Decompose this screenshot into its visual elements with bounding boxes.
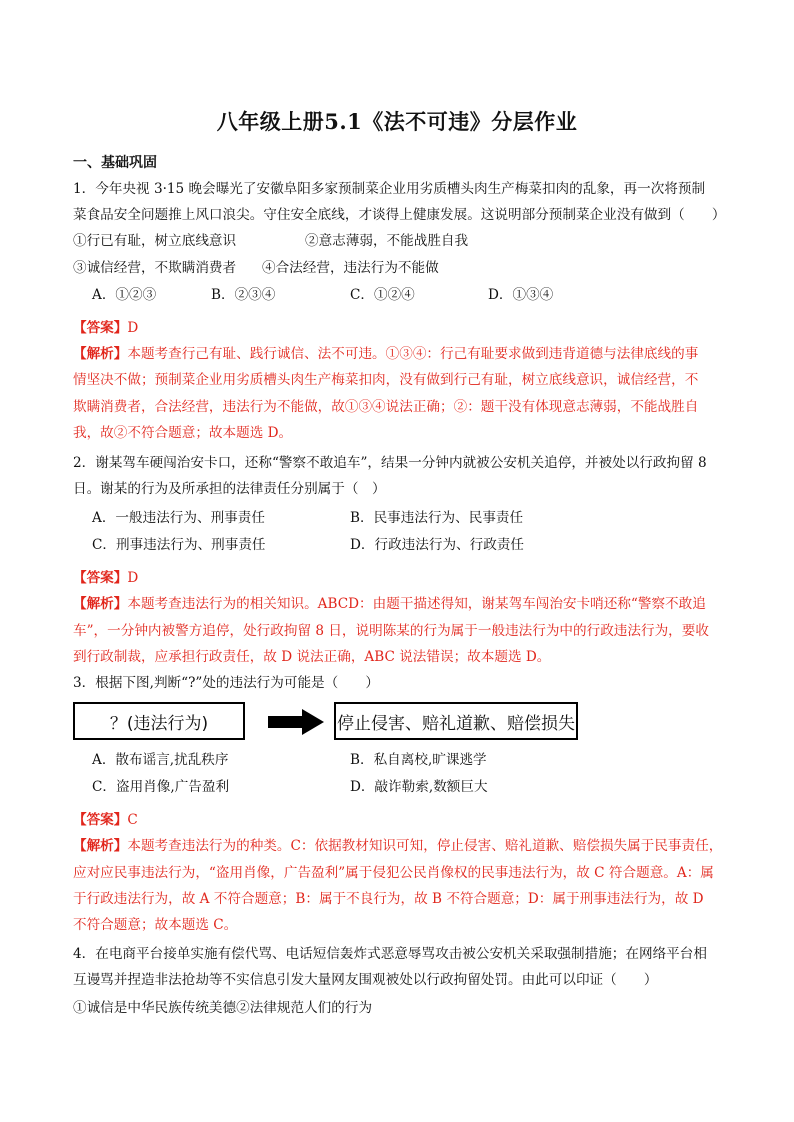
analysis-text: 本题考查违法行为的种类。C：依据教材知识可知，停止侵害、赔礼道歉、赔偿损失属于民事责任，: [127, 838, 723, 854]
q1-analysis-line-2: 情坚决不做；预制菜企业用劣质槽头肉生产梅菜扣肉，没有做到行己有耻，树立底线意识，诚信经营，不: [73, 372, 699, 388]
q3-analysis-line-4: 不符合题意；故本题选 C。: [73, 917, 238, 933]
answer-label: 【答案】: [73, 320, 128, 336]
q1-option-a: A．①②③: [92, 287, 157, 303]
q3-option-b: B．私自离校,旷课逃学: [350, 752, 487, 768]
q1-analysis-line-1: [73, 344, 733, 364]
q3-option-a: A．散布谣言,扰乱秩序: [92, 752, 229, 768]
q2-analysis-line-2: 车”，一分钟内被警方追停，处行政拘留 8 日，说明陈某的行为属于一般违法行为中的行政违法行为，要收: [73, 623, 709, 639]
q4-stem-line-1: 4．在电商平台接单实施有偿代骂、电话短信轰炸式恶意辱骂攻击被公安机关采取强制措施；在网络平台相: [73, 946, 707, 962]
q3-answer: [73, 810, 733, 830]
q3-analysis-line-3: 于行政违法行为，故 A 不符合题意；B：属于不良行为，故 B 不符合题意；D：属于刑事违法行为，故 D: [73, 891, 704, 907]
diagram-box-left: ？(违法行为): [73, 702, 245, 740]
q1-option-c: C．①②④: [350, 287, 415, 303]
answer-value: D: [127, 320, 139, 336]
analysis-text: 本题考查违法行为的相关知识。ABCD：由题干描述得知，谢某驾车闯治安卡哨还称“警察不敢追: [127, 596, 706, 612]
page-title: 八年级上册5.1《法不可违》分层作业: [216, 109, 578, 134]
q3-analysis-line-2: 应对应民事违法行为，“盗用肖像，广告盈利”属于侵犯公民肖像权的民事违法行为，故 C 符合题意。A：属: [73, 865, 714, 881]
section-heading: 一、基础巩固: [73, 155, 157, 171]
q1-statement-1: ①行已有耻，树立底线意识: [73, 233, 237, 249]
answer-value: C: [127, 812, 138, 828]
diagram-box-right: 停止侵害、赔礼道歉、赔偿损失: [334, 702, 578, 740]
q2-option-a: A．一般违法行为、刑事责任: [92, 510, 265, 526]
analysis-text: 本题考查行己有耻、践行诚信、法不可违。①③④：行己有耻要求做到违背道德与法律底线的事: [127, 346, 699, 362]
q3-analysis-line-1: [73, 836, 733, 856]
q2-option-d: D．行政违法行为、行政责任: [350, 537, 525, 553]
q1-option-d: D．①③④: [488, 287, 554, 303]
q1-answer: [73, 318, 733, 338]
q3-stem-line-1: 3．根据下图,判断“?”处的违法行为可能是（ ）: [73, 675, 380, 691]
q2-option-b: B．民事违法行为、民事责任: [350, 510, 524, 526]
q1-statement-3: ③诚信经营，不欺瞒消费者: [73, 260, 237, 276]
answer-label: 【答案】: [73, 570, 128, 586]
q4-stem-line-2: 互谩骂并捏造非法抢劫等不实信息引发大量网友围观被处以行政拘留处罚。由此可以印证（ ）: [73, 972, 658, 988]
q3-option-d: D．敲诈勒索,数额巨大: [350, 779, 488, 795]
right-arrow-icon: [268, 709, 324, 735]
answer-value: D: [127, 570, 139, 586]
q4-statements: ①诚信是中华民族传统美德②法律规范人们的行为: [73, 1000, 373, 1016]
q1-analysis-line-4: 我，故②不符合题意；故本题选 D。: [73, 425, 293, 441]
q2-analysis-line-1: [73, 594, 733, 614]
q2-stem-line-1: 2．谢某驾车硬闯治安卡口，还称“警察不敢追车”，结果一分钟内就被公安机关追停，并被处以行政拘留 8: [73, 455, 707, 471]
q2-stem-line-2: 日。谢某的行为及所承担的法律责任分别属于（ ）: [73, 481, 386, 497]
q2-option-c: C．刑事违法行为、刑事责任: [92, 537, 266, 553]
q1-statement-4: ④合法经营，违法行为不能做: [262, 260, 439, 276]
analysis-label: 【解析】: [73, 838, 128, 854]
q1-stem-line-2: 菜食品安全问题推上风口浪尖。守住安全底线，才谈得上健康发展。这说明部分预制菜企业没有做到（ ）: [73, 207, 726, 223]
q1-statement-2: ②意志薄弱，不能战胜自我: [305, 233, 469, 249]
q3-option-c: C．盗用肖像,广告盈利: [92, 779, 230, 795]
answer-label: 【答案】: [73, 812, 128, 828]
q1-option-b: B．②③④: [211, 287, 276, 303]
q1-stem-line-1: 1．今年央视 3·15 晚会曝光了安徽阜阳多家预制菜企业用劣质槽头肉生产梅菜扣肉的乱象，再一次将预制: [73, 181, 706, 197]
q1-analysis-line-3: 欺瞒消费者，合法经营，违法行为不能做，故①③④说法正确；②：题干没有体现意志薄弱，不能战胜自: [73, 399, 699, 415]
q2-analysis-line-3: 到行政制裁，应承担行政责任，故 D 说法正确，ABC 说法错误；故本题选 D。: [73, 649, 551, 665]
analysis-label: 【解析】: [73, 346, 128, 362]
q2-answer: [73, 568, 733, 588]
analysis-label: 【解析】: [73, 596, 128, 612]
